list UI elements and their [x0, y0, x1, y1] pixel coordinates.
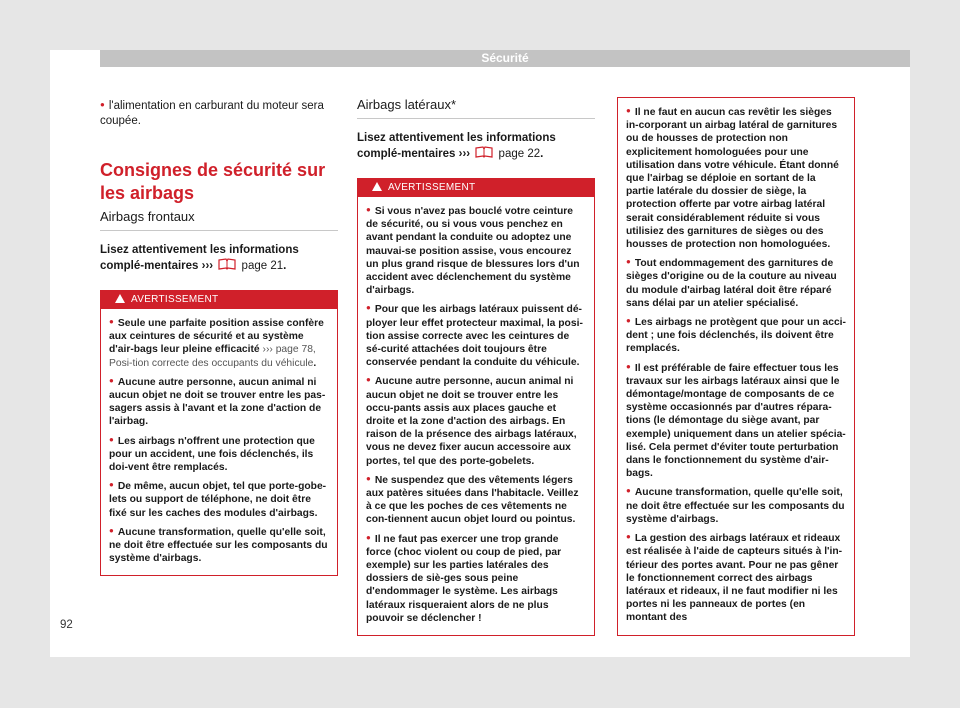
- warning-label: AVERTISSEMENT: [388, 182, 476, 193]
- warning-item: ● Les airbags n'offrent une protection que pour un accident, une fois déclenchés, ils doi-vent être remplacés.: [109, 433, 329, 475]
- ref-arrows: ›››: [201, 260, 214, 272]
- warning-body: [358, 197, 594, 635]
- column-2: [357, 97, 595, 636]
- warning-item: ● Si vous n'avez pas bouclé votre ceinture de sécurité, ou si vous vous penchez en avant pendant la conduite ou adoptez une mauvai-se position assise, vous encourez un plus grand risque de blessures lors d'un accident avec déclenchement du système d'airbags.: [366, 203, 586, 297]
- warning-item: ● Aucune transformation, quelle qu'elle soit, ne doit être effectuée sur les composants du système d'airbags.: [109, 524, 329, 566]
- warning-header: [358, 179, 594, 197]
- warning-item: ● Les airbags ne protègent que pour un acci-dent ; une fois déclenchés, ils doivent être remplacés.: [626, 314, 846, 356]
- page-reference-link[interactable]: page 22: [498, 148, 541, 160]
- page-title: Consignes de sécurité sur les airbags: [100, 160, 326, 203]
- intro-text: Lisez attentivement les informations complé-mentaires: [357, 132, 556, 160]
- item-end: .: [313, 357, 317, 369]
- warning-item: ● Il est préférable de faire effectuer tous les travaux sur les airbags latéraux ainsi que le démontage/montage de composants de ce système occasionnés par d'autres répara-tions (le démontage du siège avant, par exemple) uniquement dans un atelier spécia-lisé. Cela permet d'éviter toute perturbation dans le fonctionnement du système d'air-bags.: [626, 360, 846, 481]
- ref-arrows: ›››: [458, 148, 471, 160]
- warning-box-frontal: [100, 290, 338, 576]
- intro-end: .: [283, 260, 287, 272]
- warning-item: ● Il ne faut pas exercer une trop grande force (choc violent ou coup de pied, par exemple) sur les parties latérales des dossiers de siè-ges sous peine d'endommager le système. Les airbags latéraux risqueraient alors de ne plus pouvoir se déclencher !: [366, 531, 586, 625]
- book-icon: [475, 146, 493, 158]
- intro-text: Lisez attentivement les informations complé-mentaires: [100, 244, 299, 272]
- warning-item: [109, 315, 329, 370]
- warning-item: ● Tout endommagement des garnitures de sièges d'origine ou de la couture au niveau du module d'airbag latéral doit être réparé sans délai par un atelier spécialisé.: [626, 255, 846, 310]
- cross-reference-link[interactable]: ››› page 78, Posi-tion correcte des occupants du véhicule: [109, 344, 316, 369]
- page-number: 92: [60, 619, 73, 631]
- book-icon: [218, 258, 236, 270]
- subtitle-frontal-airbags: Airbags frontaux: [100, 209, 338, 231]
- manual-page: [50, 50, 910, 657]
- column-3: [617, 97, 855, 636]
- warning-item: ● Il ne faut en aucun cas revêtir les sièges in-corporant un airbag latéral de garnitures ou de housses de protection non explicitement homologuées pour une utilisation dans votre véhicule. Étant donné que l'airbag se déploie en sortant de la partie latérale du dossier de siège, la protection offerte par votre airbag latéral serait considérablement réduite si vous utilisiez des garnitures de sièges ou des housses de protection non homologuées.: [626, 104, 846, 251]
- intro-end: .: [540, 148, 544, 160]
- warning-item: ● De même, aucun objet, tel que porte-gobe-lets ou support de téléphone, ne doit être fixé sur les caches des modules d'airbags.: [109, 478, 329, 520]
- continued-text: ● l'alimentation en carburant du moteur sera coupée.: [100, 97, 338, 129]
- warning-item: ● Aucune autre personne, aucun animal ni aucun objet ne doit se trouver entre les occu-pants assis aux places gauche et droite et la zone d'action des airbags. En raison de la présence des airbags latéraux, vous ne devez fixer aucun accessoire aux portes, tel que des porte-gobelets.: [366, 373, 586, 467]
- intro-paragraph: [357, 131, 595, 162]
- warning-item: ● Aucune autre personne, aucun animal ni aucun objet ne doit se trouver entre les pas-sagers assis à l'avant et la zone d'action de l'airbag.: [109, 374, 329, 429]
- warning-box-side: [357, 178, 595, 636]
- warning-item-text: Seule une parfaite position assise confère aux ceintures de sécurité et au système d'air-bags leur pleine efficacité: [109, 318, 324, 356]
- section-header: Sécurité: [100, 50, 910, 67]
- warning-header: [101, 291, 337, 309]
- warning-box-continued: [617, 97, 855, 636]
- column-1: [100, 97, 338, 576]
- warning-item: ● La gestion des airbags latéraux et rideaux est réalisée à l'aide de capteurs situés à l'in-térieur des portes avant. Pour ne pas gêner le fonctionnement correct des airbags latéraux et rideaux, il ne faut modifier ni les portes ni les panneaux de portes (en montant des: [626, 530, 846, 624]
- warning-item: ● Pour que les airbags latéraux puissent dé-ployer leur effet protecteur maximal, la posi-tion assise correcte avec les ceintures de sé-curité attachées doit toujours être conservée pendant la conduite du véhicule.: [366, 301, 586, 369]
- warning-body: [101, 309, 337, 575]
- warning-triangle-icon: [372, 182, 382, 191]
- warning-label: AVERTISSEMENT: [131, 294, 219, 305]
- warning-triangle-icon: [115, 294, 125, 303]
- warning-item: ● Ne suspendez que des vêtements légers aux patères situées dans l'habitacle. Veillez à ce que les poches de ces vêtements ne con-tiennent aucun objet lourd ou pointus.: [366, 472, 586, 527]
- subtitle-side-airbags: Airbags latéraux*: [357, 97, 595, 119]
- warning-item: ● Aucune transformation, quelle qu'elle soit, ne doit être effectuée sur les composants du système d'airbags.: [626, 484, 846, 526]
- page-reference-link[interactable]: page 21: [241, 260, 284, 272]
- intro-paragraph: [100, 243, 338, 274]
